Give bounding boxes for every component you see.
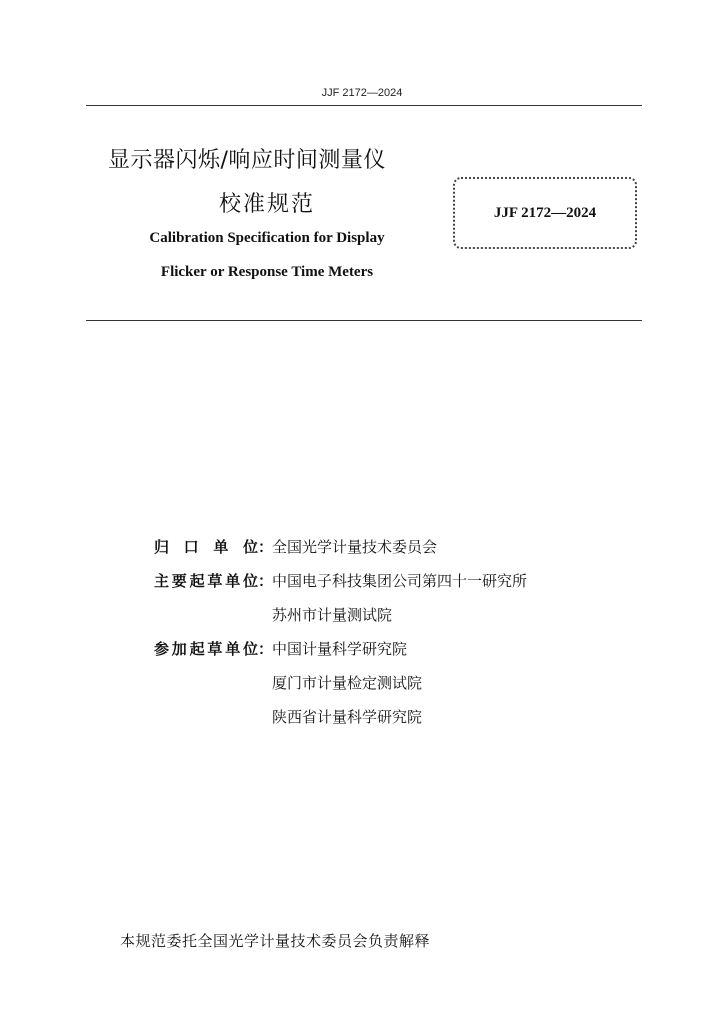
running-header-code: JJF 2172—2024: [321, 87, 403, 99]
header-rule: [86, 105, 642, 106]
title-chinese-line-1: 显示器闪烁/响应时间测量仪: [108, 148, 386, 173]
participating-unit-row: [154, 638, 407, 659]
specification-code: JJF 2172—2024: [493, 204, 597, 221]
interpretation-note: 本规范委托全国光学计量技术委员会负责解释: [120, 932, 431, 950]
participating-unit-label: 参加起草单位: [154, 640, 258, 658]
responsible-unit-label: 归口单位: [154, 538, 258, 556]
participating-unit-value: 陕西省计量科学研究院: [272, 708, 423, 726]
main-drafting-unit-value: 中国电子科技集团公司第四十一研究所: [272, 572, 528, 590]
participating-unit-value: 中国计量科学研究院: [272, 640, 408, 658]
main-drafting-unit-label: 主要起草单位: [154, 572, 258, 590]
title-english-line-2: Flicker or Response Time Meters: [160, 264, 374, 280]
label-colon: ：: [258, 640, 274, 658]
specification-code-box: [453, 177, 637, 249]
main-drafting-unit-row: [154, 570, 527, 591]
title-rule: [86, 320, 642, 321]
label-colon: ：: [258, 572, 274, 590]
main-drafting-unit-value: 苏州市计量测试院: [272, 606, 393, 624]
label-colon: ：: [258, 538, 274, 556]
title-english-line-1: Calibration Specification for Display: [149, 230, 385, 246]
participating-unit-value: 厦门市计量检定测试院: [272, 674, 423, 692]
responsible-unit-value: 全国光学计量技术委员会: [272, 538, 438, 556]
title-chinese-line-2: 校准规范: [218, 192, 315, 217]
responsible-unit-row: [154, 536, 437, 557]
